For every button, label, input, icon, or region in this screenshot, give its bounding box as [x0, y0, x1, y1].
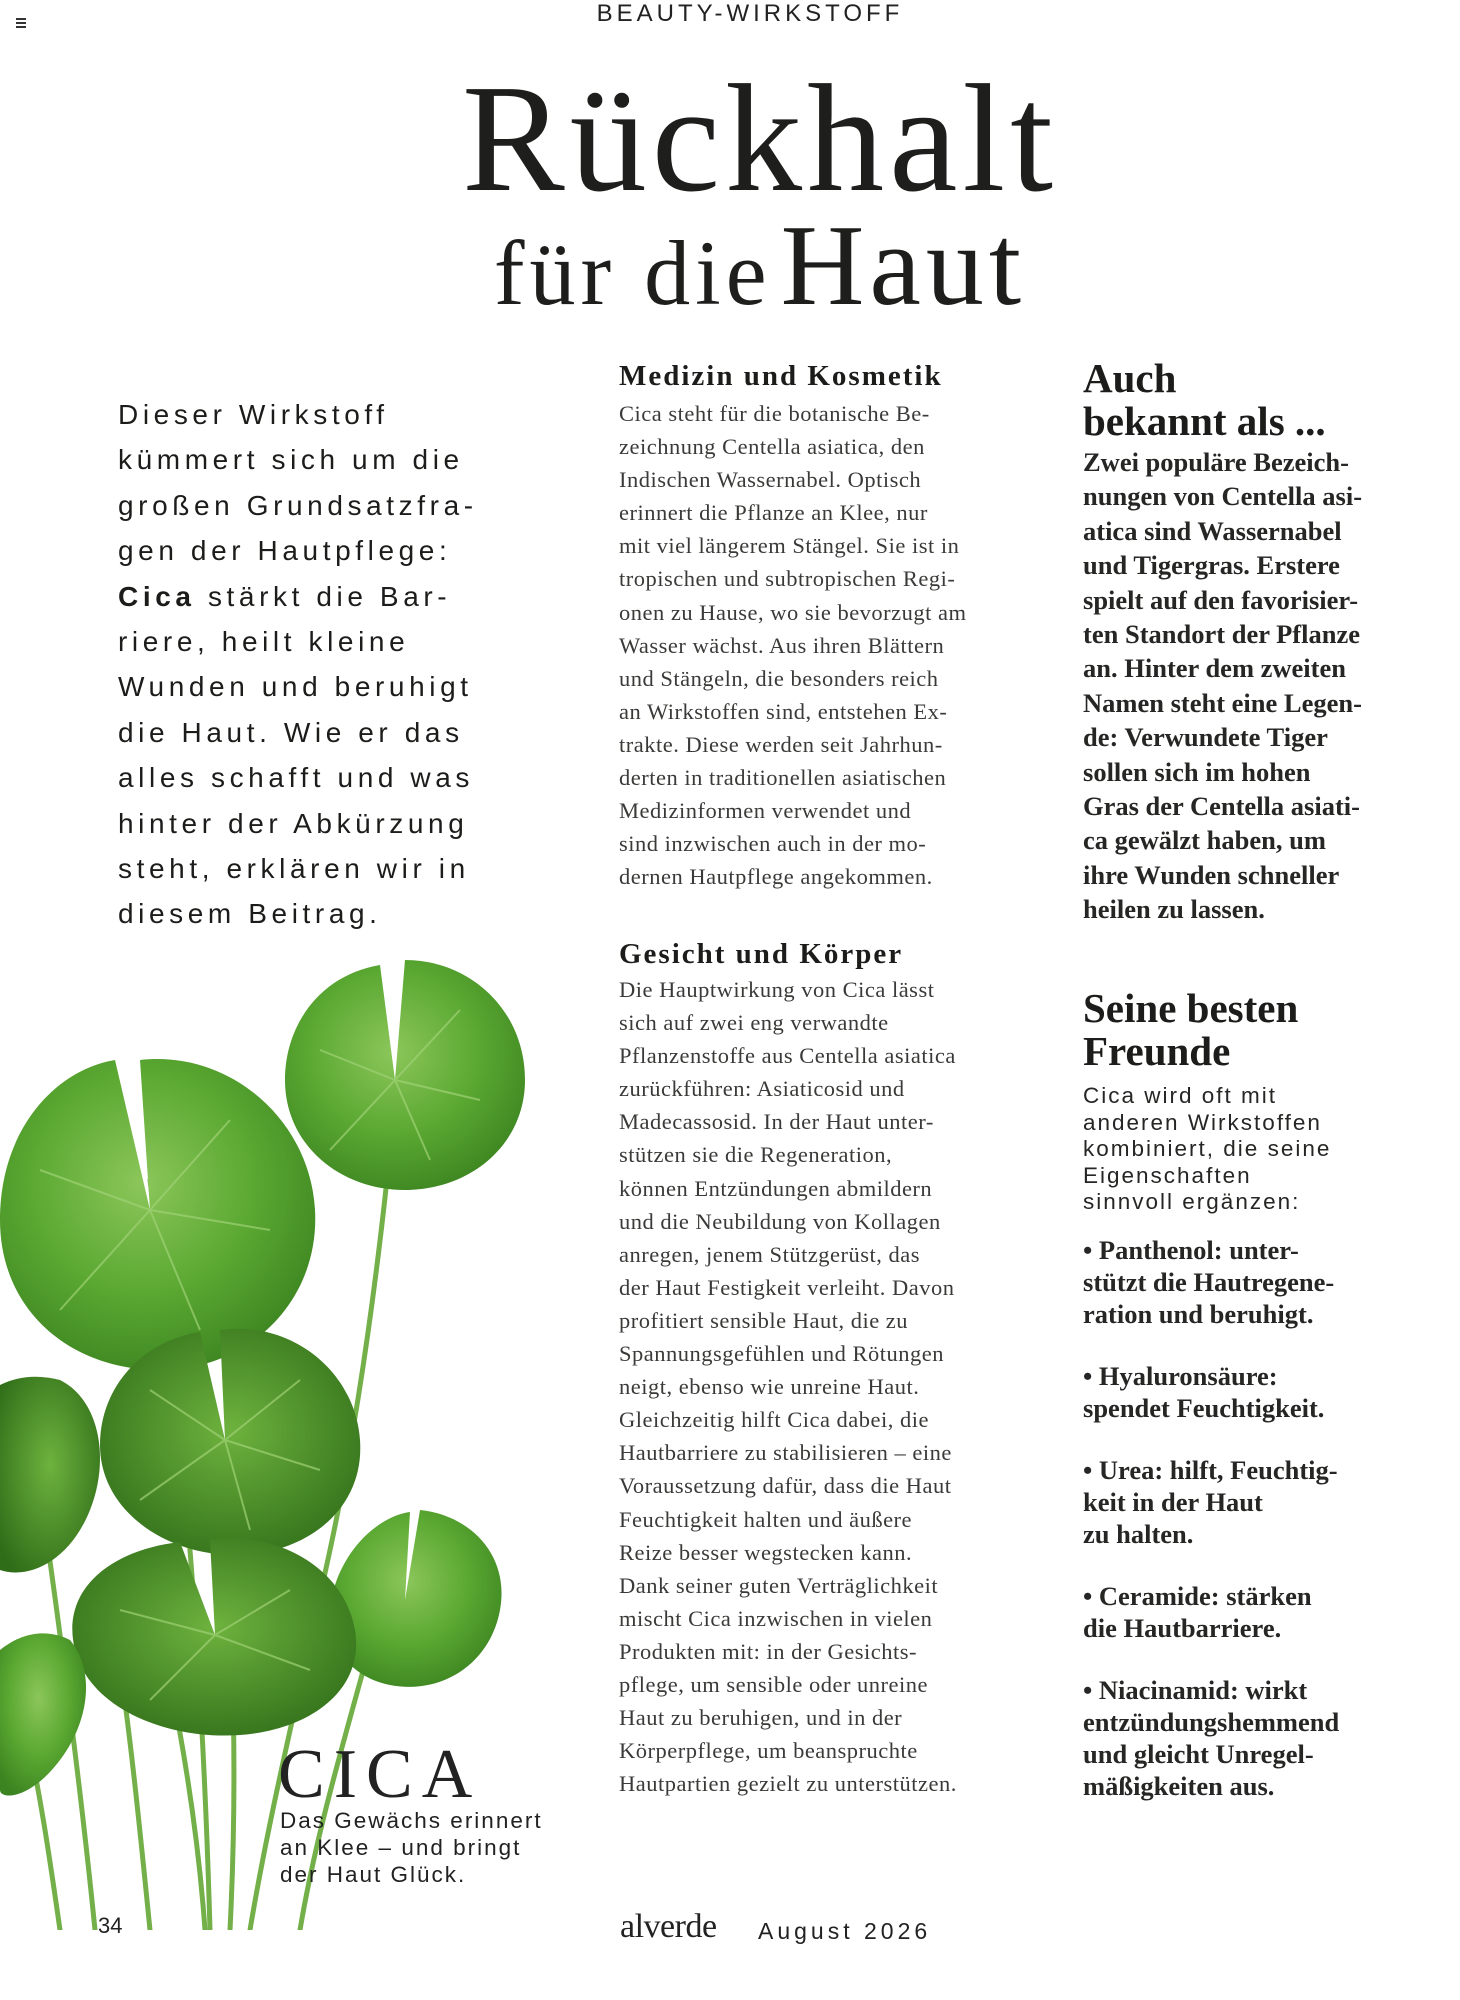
list-item	[1083, 1234, 1455, 1330]
section-gesicht	[619, 938, 1059, 1800]
body-line: sich auf zwei eng verwandte	[619, 1010, 889, 1036]
body-line: zeichnung Centella asiatica, den	[619, 434, 925, 460]
body-line: Reize besser wegstecken kann.	[619, 1539, 913, 1565]
bullet-line: • Hyaluronsäure:	[1083, 1360, 1278, 1391]
body-line: Wasser wächst. Aus ihren Blättern	[619, 632, 945, 658]
section-heading: Gesicht und Körper	[619, 938, 904, 970]
caption-line: an Klee – und bringt	[280, 1834, 522, 1860]
body-line: Cica wird oft mit	[1083, 1083, 1278, 1108]
body-line: ihre Wunden schneller	[1083, 859, 1340, 890]
brand-logo: alverde	[620, 1908, 717, 1945]
intro-line: Dieser Wirkstoff	[118, 399, 389, 430]
bullet-line: keit in der Haut	[1083, 1486, 1263, 1517]
plant-name: CICA	[278, 1736, 482, 1813]
body-line: Gras der Centella asiati-	[1083, 791, 1360, 822]
freunde-intro	[1083, 1083, 1455, 1216]
list-item	[1083, 1674, 1455, 1802]
body-line: zurückführen: Asiaticosid und	[619, 1076, 905, 1102]
body-line: trakte. Diese werden seit Jahrhun-	[619, 731, 943, 757]
body-line: kombiniert, die seine	[1083, 1136, 1332, 1162]
body-line: an. Hinter dem zweiten	[1083, 653, 1346, 684]
intro-line: diesem Beitrag.	[118, 898, 382, 930]
bullet-line: spendet Feuchtigkeit.	[1083, 1392, 1325, 1423]
body-line: Indischen Wassernabel. Optisch	[619, 467, 922, 493]
body-line: und Stängeln, die besonders reich	[619, 665, 939, 691]
body-line: de: Verwundete Tiger	[1083, 722, 1328, 753]
intro-text	[118, 392, 548, 937]
body-line: stützen sie die Regeneration,	[619, 1142, 893, 1168]
body-line: heilen zu lassen.	[1083, 894, 1265, 925]
body-line: Namen steht eine Legen-	[1083, 687, 1362, 718]
body-line: und Tigergras. Erstere	[1083, 550, 1340, 581]
body-line: Voraussetzung dafür, dass die Haut	[619, 1473, 952, 1499]
body-line: sind inzwischen auch in der mo-	[619, 831, 927, 857]
sidebar-heading-line1: Auch	[1083, 355, 1177, 401]
body-line: spielt auf den favorisier-	[1083, 584, 1359, 615]
body-line: dernen Hautpflege angekommen.	[619, 864, 933, 890]
body-line: Feuchtigkeit halten und äußere	[619, 1506, 913, 1532]
section-beste-freunde	[1083, 987, 1455, 1832]
body-line: mischt Cica inzwischen in vielen	[619, 1605, 933, 1631]
intro-line-text: stärkt die Bar-	[207, 580, 452, 612]
section-heading: Medizin und Kosmetik	[619, 360, 943, 392]
intro-line	[118, 574, 548, 619]
bullet-line: die Hautbarriere.	[1083, 1612, 1282, 1643]
body-line: derten in traditionellen asiatischen	[619, 765, 947, 791]
ingredient-list	[1083, 1234, 1455, 1802]
bullet-line: entzündungshemmend	[1083, 1706, 1340, 1737]
menu-icon[interactable]	[16, 18, 26, 28]
body-line: onen zu Hause, wo sie bevorzugt am	[619, 599, 967, 625]
body-line: Haut zu beruhigen, und in der	[619, 1705, 903, 1731]
body-line: Madecassosid. In der Haut unter-	[619, 1109, 934, 1135]
intro-line: großen Grundsatzfra-	[118, 489, 478, 521]
bullet-line: und gleicht Unregel-	[1083, 1738, 1314, 1769]
headline-line-2	[360, 202, 1160, 330]
bullet-line: ration und beruhigt.	[1083, 1298, 1314, 1329]
body-line: Pflanzenstoffe aus Centella asiatica	[619, 1043, 956, 1069]
body-line: Produkten mit: in der Gesichts-	[619, 1638, 917, 1664]
intro-line: die Haut. Wie er das	[118, 716, 464, 748]
body-line: und die Neubildung von Kollagen	[619, 1208, 941, 1234]
section-auch-bekannt	[1083, 357, 1455, 927]
list-item	[1083, 1454, 1455, 1550]
intro-bold-cica: Cica	[118, 580, 196, 612]
headline-fuer-die: für die	[493, 222, 772, 324]
body-line: sollen sich im hohen	[1083, 756, 1311, 787]
bullet-line: • Ceramide: stärken	[1083, 1580, 1312, 1611]
body-line: sinnvoll ergänzen:	[1083, 1189, 1301, 1215]
headline-haut: Haut	[780, 202, 1027, 330]
bullet-line: stützt die Hautregene-	[1083, 1266, 1335, 1297]
page-number: 34	[98, 1913, 123, 1938]
body-line: können Entzündungen abmildern	[619, 1175, 933, 1201]
body-line: Die Hauptwirkung von Cica lässt	[619, 977, 935, 1002]
body-line: Gleichzeitig hilft Cica dabei, die	[619, 1407, 930, 1433]
body-line: anregen, jenem Stützgerüst, das	[619, 1241, 921, 1267]
body-line: tropischen und subtropischen Regi-	[619, 566, 956, 592]
body-line: Hautpartien gezielt zu unterstützen.	[619, 1771, 957, 1797]
intro-line: riere, heilt kleine	[118, 626, 410, 658]
list-item	[1083, 1360, 1455, 1424]
sidebar-heading-line2: bekannt als ...	[1083, 398, 1326, 444]
intro-line: alles schafft und was	[118, 762, 475, 794]
section-medizin	[619, 360, 1059, 893]
body-line: Dank seiner guten Verträglichkeit	[619, 1572, 939, 1598]
intro-line: kümmert sich um die	[118, 444, 464, 476]
section-kicker: BEAUTY-WIRKSTOFF	[596, 0, 904, 27]
intro-line: Wunden und beruhigt	[118, 671, 473, 703]
intro-line: hinter der Abkürzung	[118, 807, 469, 839]
section-body	[619, 397, 1059, 893]
body-line: Cica steht für die botanische Be-	[619, 401, 930, 426]
plant-caption	[280, 1808, 543, 1888]
intro-line: gen der Hautpflege:	[118, 535, 452, 567]
list-item	[1083, 1580, 1455, 1644]
bullet-line: • Niacinamid: wirkt	[1083, 1674, 1308, 1705]
bullet-line: • Panthenol: unter-	[1083, 1234, 1299, 1265]
issue-date: August 2026	[758, 1918, 932, 1944]
body-line: an Wirkstoffen sind, entstehen Ex-	[619, 698, 948, 724]
body-line: anderen Wirkstoffen	[1083, 1109, 1322, 1135]
body-line: Körperpflege, um beanspruchte	[619, 1738, 918, 1764]
body-line: nungen von Centella asi-	[1083, 481, 1363, 512]
body-line: atica sind Wassernabel	[1083, 515, 1342, 546]
bullet-line: zu halten.	[1083, 1518, 1194, 1549]
body-line: Hautbarriere zu stabilisieren – eine	[619, 1440, 952, 1466]
caption-line: der Haut Glück.	[280, 1861, 467, 1887]
body-line: Eigenschaften	[1083, 1162, 1252, 1188]
body-line: neigt, ebenso wie unreine Haut.	[619, 1374, 920, 1400]
intro-line: steht, erklären wir in	[118, 853, 470, 885]
body-line: erinnert die Pflanze an Klee, nur	[619, 500, 928, 526]
sidebar-heading-line1: Seine besten	[1083, 985, 1299, 1031]
headline-line-1: Rückhalt	[462, 54, 1058, 224]
bullet-line: • Urea: hilft, Feuchtig-	[1083, 1454, 1338, 1485]
body-line: ca gewälzt haben, um	[1083, 825, 1326, 856]
sidebar-body	[1083, 445, 1455, 927]
leaf-group	[0, 960, 525, 1796]
body-line: mit viel längerem Stängel. Sie ist in	[619, 533, 960, 559]
sidebar-heading-line2: Freunde	[1083, 1028, 1231, 1074]
caption-line: Das Gewächs erinnert	[280, 1808, 543, 1833]
body-line: der Haut Festigkeit verleiht. Davon	[619, 1274, 955, 1300]
body-line: ten Standort der Pflanze	[1083, 619, 1360, 650]
body-line: Zwei populäre Bezeich-	[1083, 447, 1349, 477]
body-line: Medizinformen verwendet und	[619, 798, 912, 824]
body-line: Spannungsgefühlen und Rötungen	[619, 1341, 944, 1367]
bullet-line: mäßigkeiten aus.	[1083, 1770, 1275, 1801]
body-line: pflege, um sensible oder unreine	[619, 1671, 929, 1697]
body-line: profitiert sensible Haut, die zu	[619, 1307, 909, 1333]
section-body	[619, 973, 1059, 1800]
